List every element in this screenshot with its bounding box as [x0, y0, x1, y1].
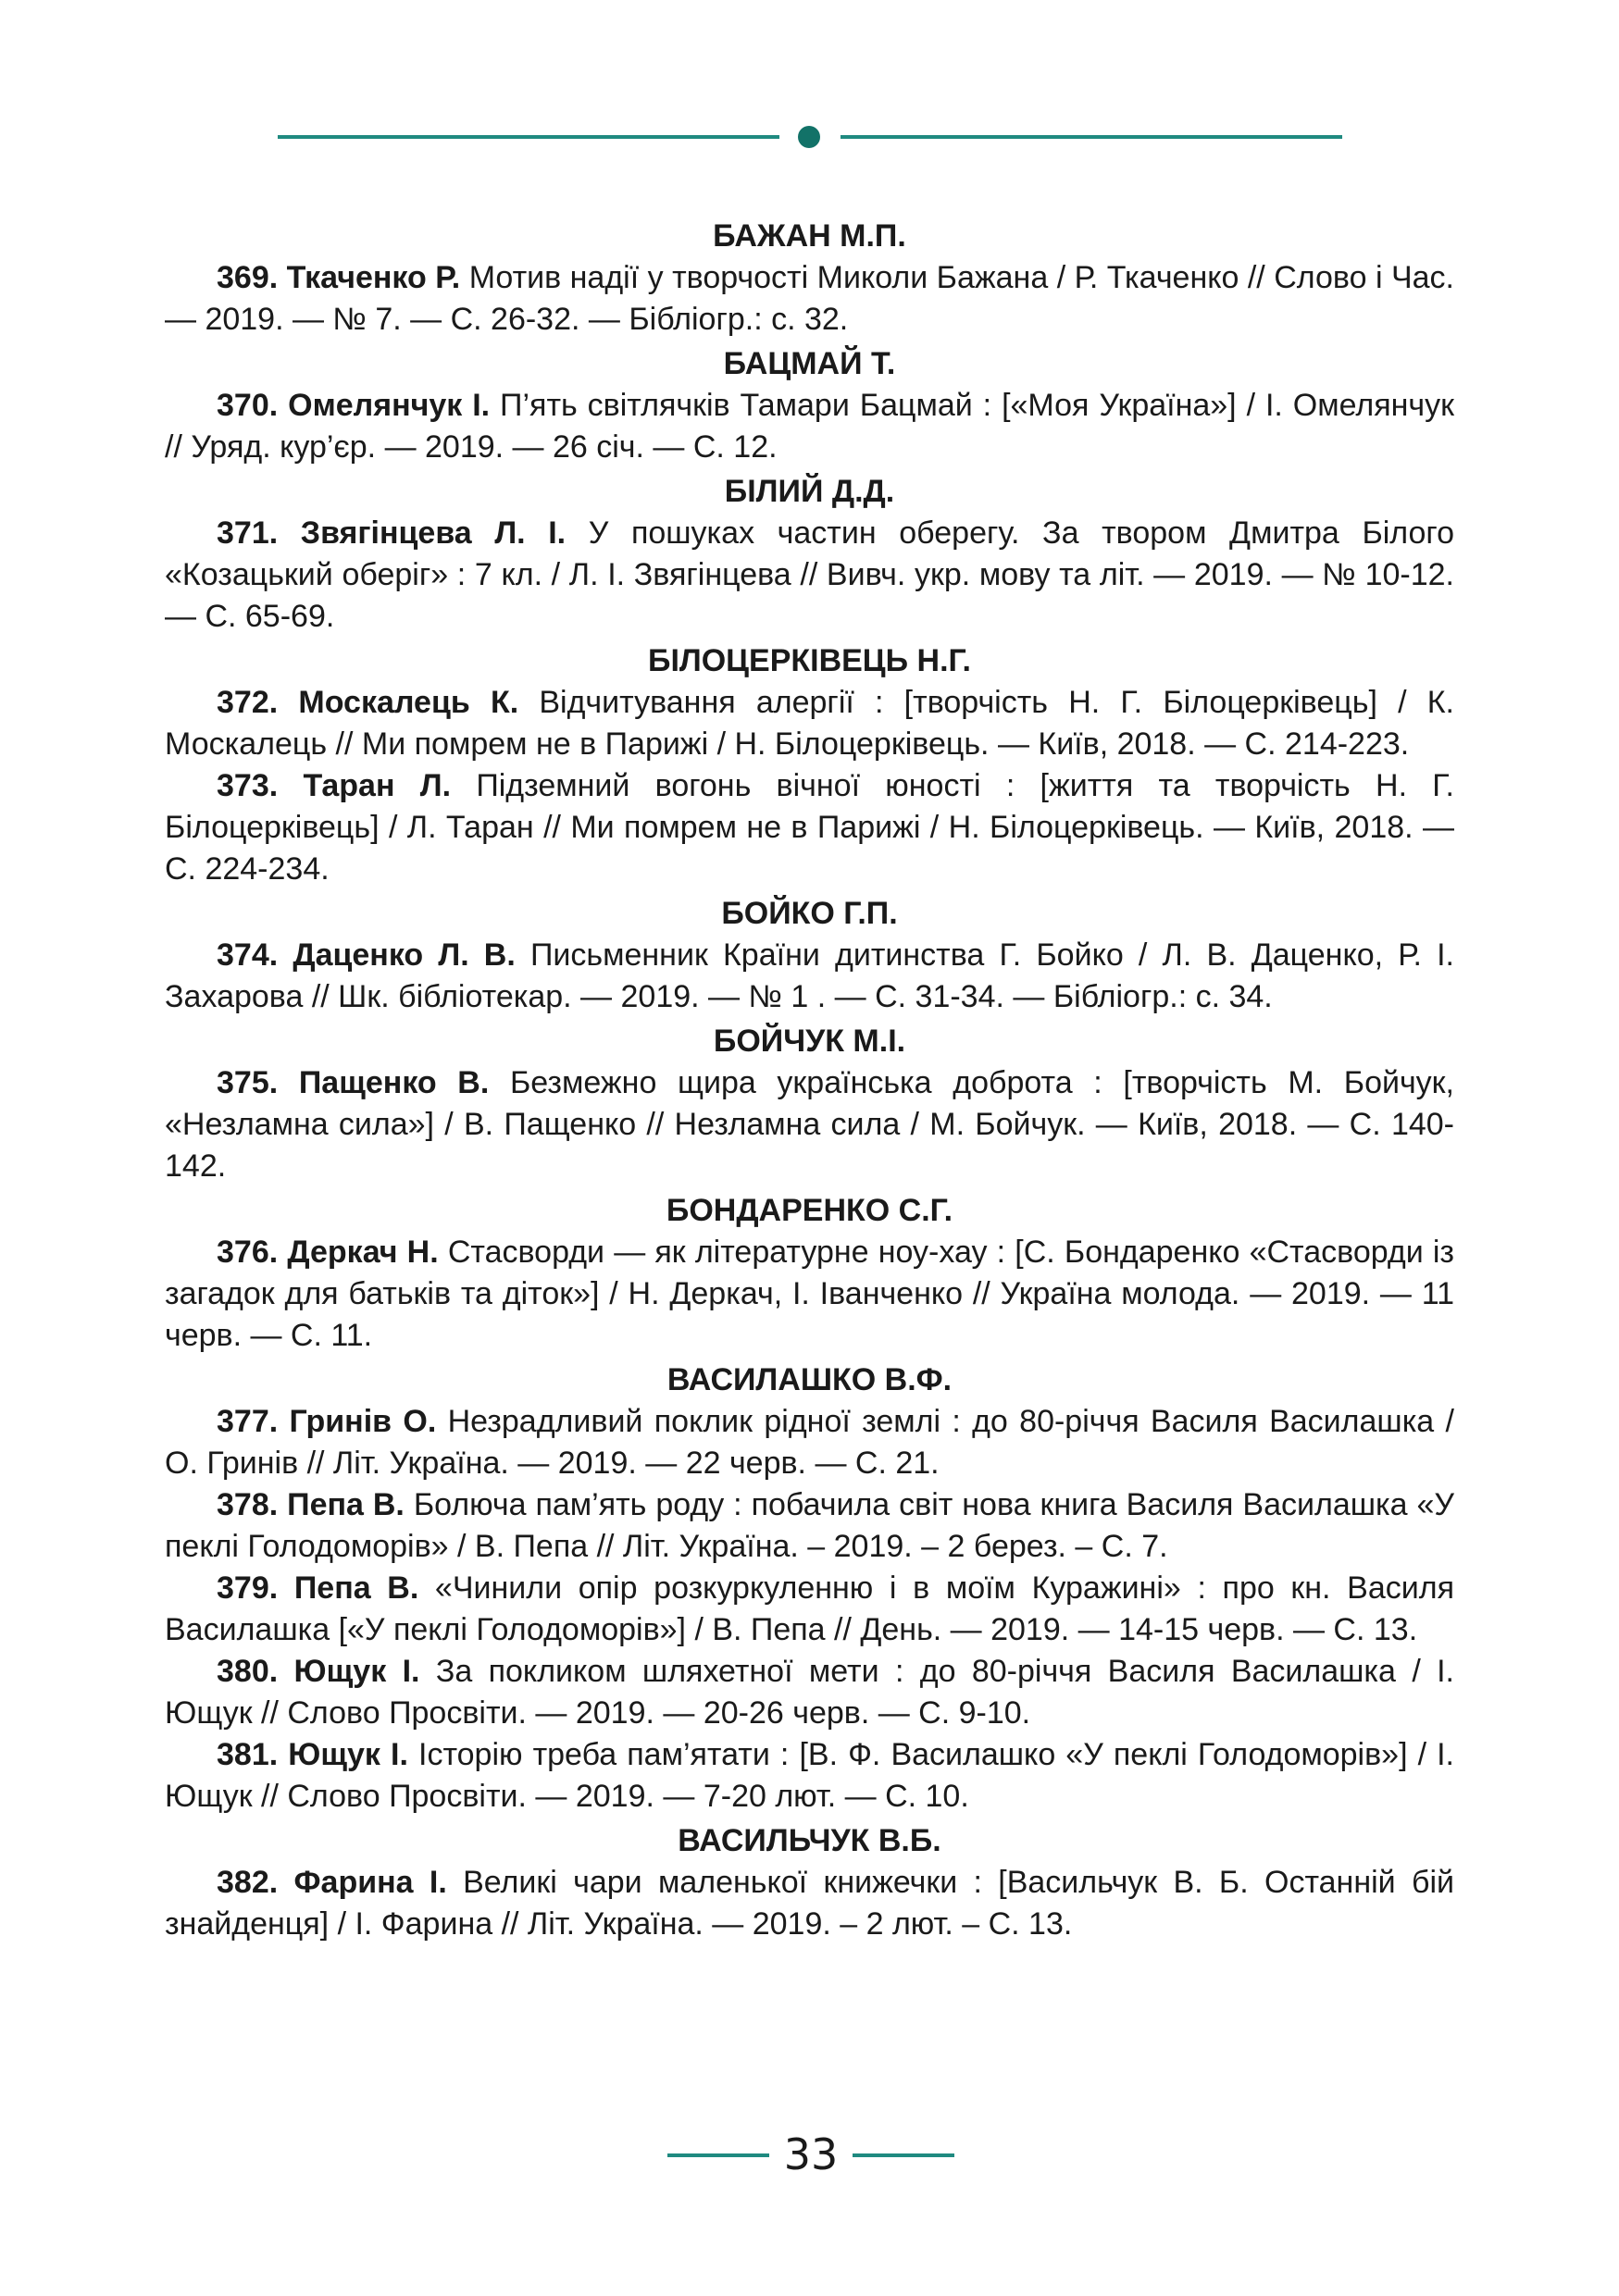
- section-heading: БІЛИЙ Д.Д.: [724, 474, 895, 509]
- entry-number: 375.: [217, 1065, 279, 1100]
- entry-text: Мотив надії у творчості Миколи Бажана / Р. Ткаченко // Слово і Час. — 2019. — № 7. — С. 26-32. — Бібліогр.: с. 32.: [165, 260, 1454, 337]
- page-footer: [0, 2128, 1619, 2184]
- section-batsmai: [165, 343, 1454, 468]
- section-heading: БІЛОЦЕРКІВЕЦЬ Н.Г.: [648, 643, 971, 678]
- section-bilyi: [165, 471, 1454, 638]
- entry-author: Гринів О.: [289, 1404, 437, 1439]
- entry-number: 371.: [217, 515, 279, 551]
- section-heading: БАЦМАЙ Т.: [723, 346, 896, 381]
- entry-number: 374.: [217, 937, 279, 973]
- footer-line-left: [667, 2153, 769, 2157]
- entry-author: Пащенко В.: [298, 1065, 490, 1100]
- entry-author: Ющук І.: [288, 1737, 408, 1772]
- entry-author: Звягінцева Л. І.: [300, 515, 567, 551]
- section-heading: БАЖАН М.П.: [713, 218, 906, 254]
- entry-381: [165, 1734, 1454, 1818]
- entry-author: Ткаченко Р.: [286, 260, 461, 295]
- section-boiko: [165, 893, 1454, 1018]
- entry-number: 378.: [217, 1487, 279, 1522]
- entry-373: [165, 765, 1454, 890]
- section-bazhan: [165, 216, 1454, 341]
- top-ornament: [278, 122, 1342, 150]
- entry-text: Стасворди — як літературне ноу-хау : [С. Бондаренко «Стасворди із загадок для батьків та діток»] / Н. Деркач, І. Іванченко // Україна молода. — 2019. — 11 черв. — С. 11.: [165, 1235, 1454, 1353]
- entry-text: Історію треба пам’ятати : [В. Ф. Василашко «У пеклі Голодоморів»] / І. Ющук // Слово Просвіти. — 2019. — 7-20 лют. — С. 10.: [165, 1737, 1455, 1814]
- section-heading: БОЙЧУК М.І.: [713, 1024, 906, 1059]
- entry-376: [165, 1232, 1454, 1357]
- entry-text: У пошуках частин оберегу. За твором Дмитра Білого «Козацький оберіг» : 7 кл. / Л. І. Звягінцева // Вивч. укр. мову та літ. — 2019. — № 10-12. — С. 65-69.: [165, 515, 1454, 634]
- entry-text: Письменник Країни дитинства Г. Бойко / Л. В. Даценко, Р. І. Захарова // Шк. бібліотекар. — 2019. — № 1 . — С. 31-34. — Бібліогр.: с. 34.: [165, 937, 1454, 1014]
- entry-number: 370.: [217, 388, 279, 423]
- entry-370: [165, 385, 1454, 468]
- entry-382: [165, 1862, 1454, 1945]
- entry-369: [165, 257, 1454, 341]
- entry-text: Відчитування алергії : [творчість Н. Г. Білоцерківець] / К. Москалець // Ми помрем не в Парижі / Н. Білоцерківець. — Київ, 2018. — С. 214-223.: [165, 685, 1454, 762]
- section-heading: ВАСИЛЬЧУК В.Б.: [678, 1823, 941, 1858]
- page-number: 33: [783, 2129, 839, 2179]
- entry-number: 379.: [217, 1570, 279, 1606]
- section-bilotserkivets: [165, 640, 1454, 890]
- entry-author: Фарина І.: [293, 1865, 447, 1900]
- entry-380: [165, 1651, 1454, 1734]
- entry-text: Безмежно щира українська доброта : [творчість М. Бойчук, «Незламна сила»] / В. Пащенко // Незламна сила / М. Бойчук. — Київ, 2018. — С. 140-142.: [165, 1065, 1455, 1184]
- footer-line-right: [853, 2153, 954, 2157]
- entry-text: За покликом шляхетної мети : до 80-річчя Василя Василашка / І. Ющук // Слово Просвіти. — 2019. — 20-26 черв. — С. 9-10.: [165, 1654, 1455, 1731]
- section-boichuk: [165, 1021, 1454, 1187]
- entry-text: П’ять світлячків Тамари Бацмай : [«Моя Україна»] / І. Омелянчук // Уряд. кур’єр. — 2019. — 26 січ. — С. 12.: [165, 388, 1454, 465]
- entry-author: Деркач Н.: [287, 1235, 439, 1270]
- ornament-dot: [798, 126, 820, 148]
- entry-author: Пепа В.: [293, 1570, 419, 1606]
- entry-number: 381.: [217, 1737, 279, 1772]
- entry-378: [165, 1484, 1454, 1568]
- entry-379: [165, 1568, 1454, 1651]
- entry-author: Москалець К.: [298, 685, 519, 720]
- section-heading: ВАСИЛАШКО В.Ф.: [666, 1362, 953, 1397]
- entry-author: Ющук І.: [293, 1654, 420, 1689]
- section-heading: БОЙКО Г.П.: [721, 896, 898, 931]
- entry-377: [165, 1401, 1454, 1484]
- entry-371: [165, 513, 1454, 638]
- bibliography-content: [165, 213, 1454, 1945]
- entry-text: Великі чари маленької книжечки : [Васильчук В. Б. Останній бій знайденця] / І. Фарина // Літ. Україна. — 2019. – 2 лют. – С. 13.: [165, 1865, 1454, 1942]
- entry-375: [165, 1062, 1454, 1187]
- ornament-line-left: [278, 135, 779, 139]
- entry-number: 369.: [217, 260, 279, 295]
- section-vasylashko: [165, 1359, 1454, 1818]
- entry-text: Болюча пам’ять роду : побачила світ нова книга Василя Василашка «У пеклі Голодоморів» / В. Пепа // Літ. Україна. – 2019. – 2 берез. – С. 7.: [165, 1487, 1454, 1564]
- entry-number: 382.: [217, 1865, 279, 1900]
- ornament-line-right: [841, 135, 1342, 139]
- section-bondarenko: [165, 1190, 1454, 1357]
- section-vasylchuk: [165, 1820, 1454, 1945]
- entry-374: [165, 935, 1454, 1018]
- entry-text: «Чинили опір розкуркуленню і в моїм Куражині» : про кн. Василя Василашка [«У пеклі Голодоморів»] / В. Пепа // День. — 2019. — 14-15 черв. — С. 13.: [165, 1570, 1454, 1647]
- entry-number: 376.: [217, 1235, 279, 1270]
- section-heading: БОНДАРЕНКО С.Г.: [666, 1193, 953, 1228]
- entry-author: Омелянчук І.: [288, 388, 491, 423]
- entry-number: 372.: [217, 685, 279, 720]
- entry-number: 373.: [217, 768, 279, 803]
- entry-author: Пепа В.: [287, 1487, 405, 1522]
- entry-372: [165, 682, 1454, 765]
- entry-author: Даценко Л. В.: [293, 937, 516, 973]
- entry-text: Незрадливий поклик рідної землі : до 80-річчя Василя Василашка / О. Гринів // Літ. Україна. — 2019. — 22 черв. — С. 21.: [165, 1404, 1454, 1481]
- entry-number: 377.: [217, 1404, 279, 1439]
- entry-text: Підземний вогонь вічної юності : [життя та творчість Н. Г. Білоцерківець] / Л. Таран // Ми помрем не в Парижі / Н. Білоцерківець. — Київ, 2018. — С. 224-234.: [165, 768, 1454, 887]
- entry-number: 380.: [217, 1654, 279, 1689]
- entry-author: Таран Л.: [303, 768, 452, 803]
